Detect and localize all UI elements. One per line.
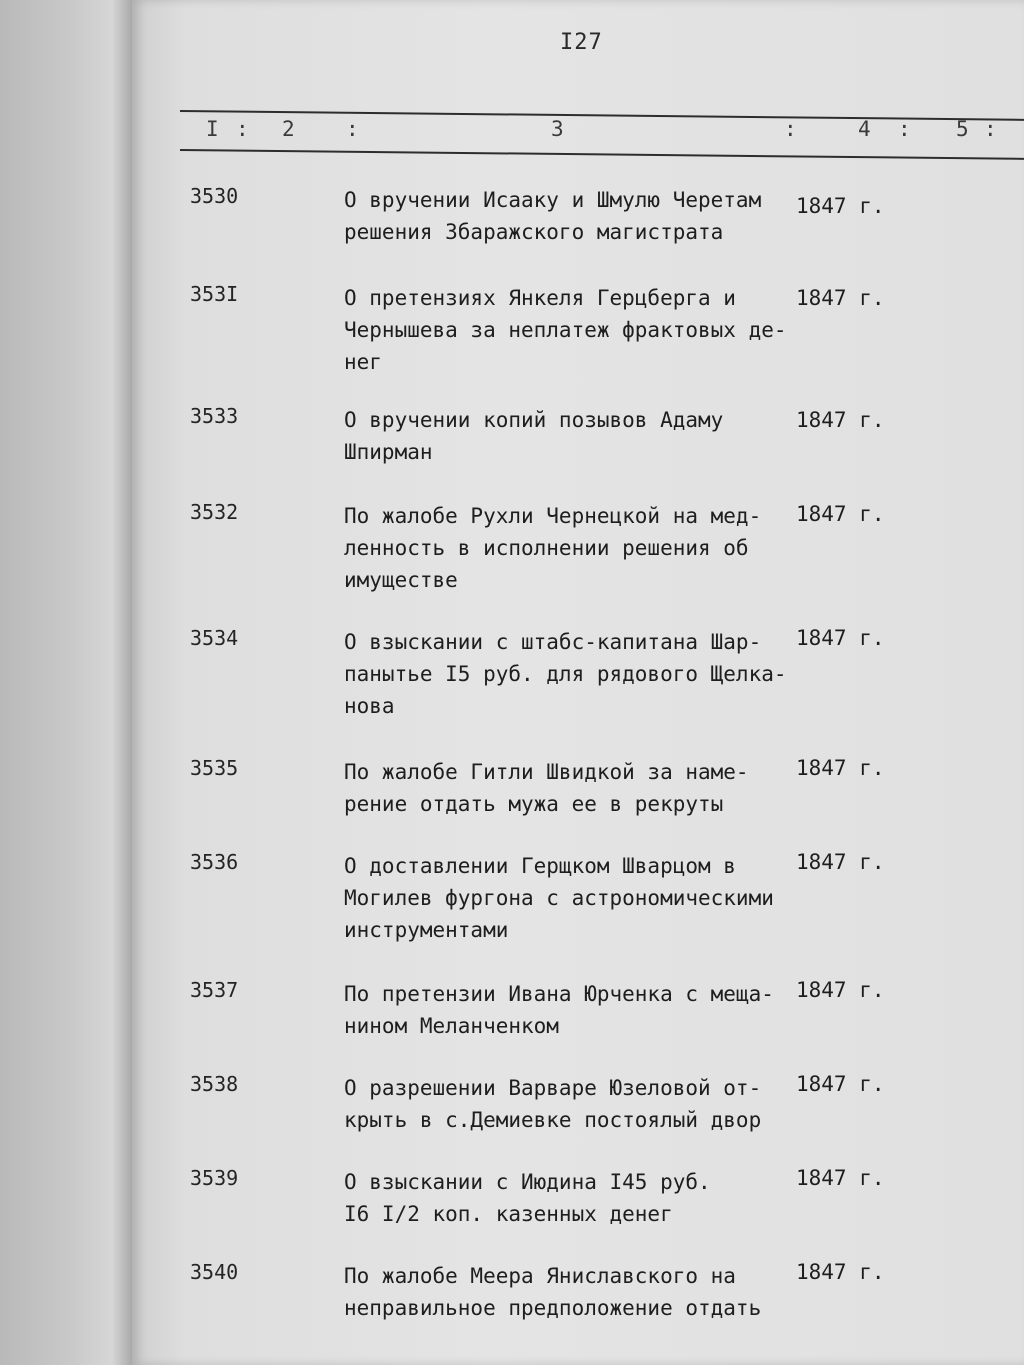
entry-year: 1847 г. — [796, 978, 885, 1002]
entry-description-line: По жалобе Меера Янислaвского на — [344, 1264, 736, 1288]
entry-year: 1847 г. — [796, 850, 885, 874]
entry-year: 1847 г. — [796, 626, 885, 650]
entry-description — [344, 850, 804, 946]
entry-description-line: панытье I5 руб. для рядового Щелка- — [344, 662, 787, 686]
entry-description-line: крыть в с.Демиевке постоялый двор — [344, 1108, 762, 1132]
column-separator: : — [984, 117, 997, 141]
entry-description-line: По жалобе Рухли Чернецкой на мед- — [344, 504, 762, 528]
entry-description-line: О доставлении Герщком Шварцом в — [344, 854, 736, 878]
column-separator: : — [898, 117, 911, 141]
entry-description-line: ленность в исполнении решения об — [344, 536, 749, 560]
entry-description-line: О взыскании с штабс-капитана Шар- — [344, 630, 762, 654]
entry-year: 1847 г. — [796, 756, 885, 780]
entry-description-line: О претензиях Янкеля Герцберга и — [344, 286, 736, 310]
entry-description-line: нином Меланченком — [344, 1014, 559, 1038]
entry-description-line: Могилев фургона с астрономическими — [344, 886, 774, 910]
entry-number: 3537 — [190, 978, 239, 1002]
entry-description-line: О разрешении Варваре Юзеловой от- — [344, 1076, 762, 1100]
entry-description — [344, 1260, 804, 1324]
entry-description — [344, 184, 804, 248]
entry-description-line: О взыскании с Июдина I45 руб. — [344, 1170, 711, 1194]
entry-description-line: По претензии Ивана Юрченка с меща- — [344, 982, 774, 1006]
entry-number: 3534 — [190, 626, 239, 650]
column-header-2: 2 — [282, 117, 295, 141]
entry-description-line: неправильное предположение отдать — [344, 1296, 762, 1320]
column-separator: : — [784, 117, 797, 141]
entry-description-line: Чернышева за неплатеж фрактовых де- — [344, 318, 787, 342]
previous-page-edge — [0, 0, 132, 1365]
entry-description-line: О вручении Исааку и Шмулю Черетам — [344, 188, 762, 212]
entry-description — [344, 282, 804, 378]
entry-description-line: I6 I/2 коп. казенных денег — [344, 1202, 673, 1226]
entry-description-line: По жалобе Гитли Швидкой за наме- — [344, 760, 749, 784]
entry-description-line: решения Збаражского магистрата — [344, 220, 724, 244]
entry-year: 1847 г. — [796, 408, 885, 432]
entry-number: 3530 — [190, 184, 239, 208]
column-header-1: I — [206, 117, 219, 141]
entry-year: 1847 г. — [796, 502, 885, 526]
entry-number: 3540 — [190, 1260, 239, 1284]
entry-description — [344, 756, 804, 820]
entry-description-line: рение отдать мужа ее в рекруты — [344, 792, 724, 816]
entry-description — [344, 1072, 804, 1136]
column-header-3: 3 — [551, 117, 564, 141]
entry-number: 3538 — [190, 1072, 239, 1096]
column-header-4: 4 — [858, 117, 871, 141]
entry-year: 1847 г. — [796, 1166, 885, 1190]
entry-number: 3533 — [190, 404, 239, 428]
entry-description — [344, 626, 804, 722]
column-header-5: 5 — [956, 117, 969, 141]
entry-description-line: Шпирман — [344, 440, 433, 464]
entry-description-line: нег — [344, 350, 382, 374]
entry-number: 3535 — [190, 756, 239, 780]
entry-description-line: имуществе — [344, 568, 458, 592]
column-separator: : — [236, 117, 249, 141]
entry-number: 3532 — [190, 500, 239, 524]
entry-year: 1847 г. — [796, 1072, 885, 1096]
entry-description — [344, 500, 804, 596]
entry-description — [344, 404, 804, 468]
entry-number: 3539 — [190, 1166, 239, 1190]
entry-description-line: О вручении копий позывов Адаму — [344, 408, 724, 432]
entry-description-line: нова — [344, 694, 395, 718]
entry-year: 1847 г. — [796, 194, 885, 218]
entry-number: 3536 — [190, 850, 239, 874]
column-separator: : — [346, 117, 359, 141]
entry-description-line: инструментами — [344, 918, 509, 942]
entry-number: 353I — [190, 282, 239, 306]
entry-year: 1847 г. — [796, 286, 885, 310]
entry-year: 1847 г. — [796, 1260, 885, 1284]
page-number: I27 — [560, 30, 603, 55]
entry-description — [344, 1166, 804, 1230]
entry-description — [344, 978, 804, 1042]
